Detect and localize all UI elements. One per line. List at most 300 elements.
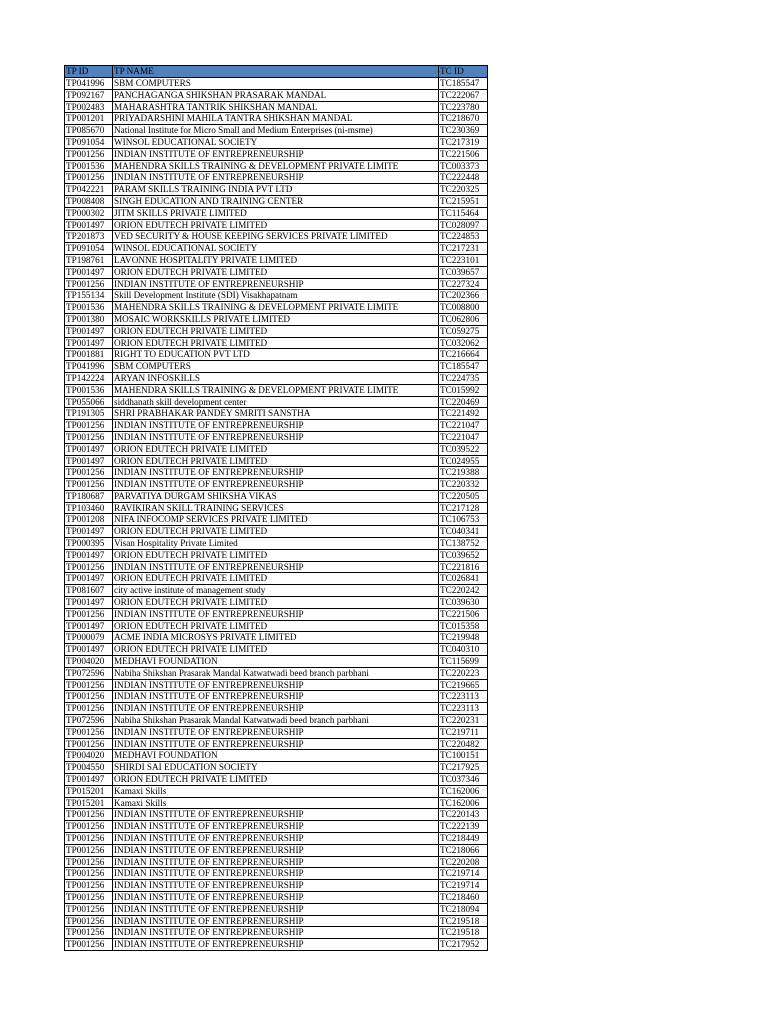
table-row [65, 715, 488, 727]
table-row [65, 561, 488, 573]
tp-id-cell[interactable]: TP055066 [65, 396, 113, 408]
table-row [65, 762, 488, 774]
tc-id-cell[interactable]: TC220469 [439, 396, 488, 408]
tp-name-cell[interactable]: INDIAN INSTITUTE OF ENTREPRENEURSHIP [113, 868, 439, 880]
tc-id-cell[interactable]: TC185547 [439, 361, 488, 373]
tp-name-cell[interactable]: JITM SKILLS PRIVATE LIMITED [113, 207, 439, 219]
tp-id-cell[interactable]: TP001256 [65, 691, 113, 703]
tp-id-cell[interactable]: TP072596 [65, 667, 113, 679]
tp-id-cell[interactable]: TP091054 [65, 243, 113, 255]
tp-id-cell[interactable]: TP001536 [65, 160, 113, 172]
tp-id-cell[interactable]: TP092167 [65, 89, 113, 101]
tp-name-cell[interactable]: INDIAN INSTITUTE OF ENTREPRENEURSHIP [113, 880, 439, 892]
tp-id-cell[interactable]: TP041996 [65, 361, 113, 373]
tp-name-cell[interactable]: city active institute of management study [113, 585, 439, 597]
tc-id-cell[interactable]: TC039652 [439, 549, 488, 561]
table-row [65, 821, 488, 833]
header-cell-tp-id[interactable]: TP ID [65, 66, 113, 78]
table-row [65, 856, 488, 868]
tp-name-cell[interactable]: INDIAN INSTITUTE OF ENTREPRENEURSHIP [113, 927, 439, 939]
tp-id-cell[interactable]: TP103460 [65, 502, 113, 514]
tp-name-cell[interactable]: ORION EDUTECH PRIVATE LIMITED [113, 443, 439, 455]
tp-name-cell[interactable]: INDIAN INSTITUTE OF ENTREPRENEURSHIP [113, 844, 439, 856]
tp-name-cell[interactable]: PARAM SKILLS TRAINING INDIA PVT LTD [113, 184, 439, 196]
tp-name-cell[interactable]: INDIAN INSTITUTE OF ENTREPRENEURSHIP [113, 833, 439, 845]
tp-id-cell[interactable]: TP041996 [65, 78, 113, 90]
tp-name-cell[interactable]: siddhanath skill development center [113, 396, 439, 408]
tc-id-cell[interactable]: TC039522 [439, 443, 488, 455]
tp-name-cell[interactable]: INDIAN INSTITUTE OF ENTREPRENEURSHIP [113, 821, 439, 833]
tp-id-cell[interactable]: TP001497 [65, 597, 113, 609]
table-row [65, 290, 488, 302]
tp-id-cell[interactable]: TP001536 [65, 302, 113, 314]
table-row [65, 325, 488, 337]
tc-id-cell[interactable]: TC219711 [439, 726, 488, 738]
tp-name-cell[interactable]: INDIAN INSTITUTE OF ENTREPRENEURSHIP [113, 479, 439, 491]
tc-id-cell[interactable]: TC040341 [439, 526, 488, 538]
tc-id-cell[interactable]: TC221506 [439, 148, 488, 160]
tc-id-cell[interactable]: TC217952 [439, 939, 488, 951]
table-row [65, 136, 488, 148]
tp-name-cell[interactable]: Skill Development Institute (SDI) Visakhapatnam [113, 290, 439, 302]
tp-name-cell[interactable]: SHIRDI SAI EDUCATION SOCIETY [113, 762, 439, 774]
tp-id-cell[interactable]: TP001256 [65, 420, 113, 432]
tp-id-cell[interactable]: TP001536 [65, 384, 113, 396]
tp-name-cell[interactable]: INDIAN INSTITUTE OF ENTREPRENEURSHIP [113, 915, 439, 927]
tc-id-cell[interactable]: TC024955 [439, 455, 488, 467]
table-row [65, 585, 488, 597]
tp-name-cell[interactable]: MAHARASHTRA TANTRIK SHIKSHAN MANDAL [113, 101, 439, 113]
tc-id-cell[interactable]: TC218670 [439, 113, 488, 125]
tc-id-cell[interactable]: TC008800 [439, 302, 488, 314]
tc-id-cell[interactable]: TC217128 [439, 502, 488, 514]
table-row [65, 656, 488, 668]
table-row [65, 148, 488, 160]
tc-id-cell[interactable]: TC217231 [439, 243, 488, 255]
tc-id-cell[interactable]: TC230369 [439, 125, 488, 137]
tp-id-cell[interactable]: TP004020 [65, 656, 113, 668]
tp-id-cell[interactable]: TP001256 [65, 927, 113, 939]
tp-name-cell[interactable]: Kamaxi Skills [113, 797, 439, 809]
table-row [65, 231, 488, 243]
tp-name-cell[interactable]: ORION EDUTECH PRIVATE LIMITED [113, 266, 439, 278]
tp-id-cell[interactable]: TP001256 [65, 679, 113, 691]
table-row [65, 455, 488, 467]
tc-id-cell[interactable]: TC100151 [439, 750, 488, 762]
table-row [65, 337, 488, 349]
table-row [65, 408, 488, 420]
tp-name-cell[interactable]: SBM COMPUTERS [113, 78, 439, 90]
tp-name-cell[interactable]: SBM COMPUTERS [113, 361, 439, 373]
tc-id-cell[interactable]: TC221047 [439, 420, 488, 432]
tp-name-cell[interactable]: INDIAN INSTITUTE OF ENTREPRENEURSHIP [113, 608, 439, 620]
tc-id-cell[interactable]: TC106753 [439, 514, 488, 526]
table-row [65, 172, 488, 184]
tc-id-cell[interactable]: TC227324 [439, 278, 488, 290]
table-row [65, 927, 488, 939]
tp-id-cell[interactable]: TP001256 [65, 278, 113, 290]
tp-id-cell[interactable]: TP001256 [65, 703, 113, 715]
table-row [65, 278, 488, 290]
table-row [65, 184, 488, 196]
table-row [65, 785, 488, 797]
table-row [65, 891, 488, 903]
table-row [65, 514, 488, 526]
tc-id-cell[interactable]: TC115699 [439, 656, 488, 668]
tp-name-cell[interactable]: MAHENDRA SKILLS TRAINING & DEVELOPMENT PRIVATE LIMITE [113, 302, 439, 314]
table-row [65, 479, 488, 491]
tc-id-cell[interactable]: TC015992 [439, 384, 488, 396]
tp-name-cell[interactable]: INDIAN INSTITUTE OF ENTREPRENEURSHIP [113, 703, 439, 715]
table-row [65, 868, 488, 880]
tp-id-cell[interactable]: TP001256 [65, 172, 113, 184]
tc-id-cell[interactable]: TC162006 [439, 785, 488, 797]
tp-id-cell[interactable]: TP001497 [65, 325, 113, 337]
table-row [65, 243, 488, 255]
tc-id-cell[interactable]: TC115464 [439, 207, 488, 219]
table-row [65, 207, 488, 219]
tp-id-cell[interactable]: TP201873 [65, 231, 113, 243]
tp-name-cell[interactable]: ORION EDUTECH PRIVATE LIMITED [113, 325, 439, 337]
tp-id-cell[interactable]: TP001497 [65, 455, 113, 467]
tp-id-cell[interactable]: TP001256 [65, 148, 113, 160]
tp-name-cell[interactable]: PARVATIYA DURGAM SHIKSHA VIKAS [113, 490, 439, 502]
tp-id-cell[interactable]: TP091054 [65, 136, 113, 148]
tc-id-cell[interactable]: TC217925 [439, 762, 488, 774]
table-row [65, 490, 488, 502]
spreadsheet-sheet [64, 65, 487, 951]
tc-id-cell[interactable]: TC222067 [439, 89, 488, 101]
tp-id-cell[interactable]: TP001380 [65, 313, 113, 325]
tp-id-cell[interactable]: TP042221 [65, 184, 113, 196]
tp-name-cell[interactable]: INDIAN INSTITUTE OF ENTREPRENEURSHIP [113, 148, 439, 160]
table-row [65, 160, 488, 172]
tp-name-cell[interactable]: SHRI PRABHAKAR PANDEY SMRITI SANSTHA [113, 408, 439, 420]
tc-id-cell[interactable]: TC185547 [439, 78, 488, 90]
table-row [65, 620, 488, 632]
tp-id-cell[interactable]: TP001256 [65, 939, 113, 951]
tc-id-cell[interactable]: TC028097 [439, 219, 488, 231]
tp-name-cell[interactable]: VED SECURITY & HOUSE KEEPING SERVICES PRIVATE LIMITED [113, 231, 439, 243]
tp-name-cell[interactable]: ORION EDUTECH PRIVATE LIMITED [113, 526, 439, 538]
tp-id-cell[interactable]: TP180687 [65, 490, 113, 502]
tc-id-cell[interactable]: TC218066 [439, 844, 488, 856]
tp-name-cell[interactable]: MOSAIC WORKSKILLS PRIVATE LIMITED [113, 313, 439, 325]
tc-id-cell[interactable]: TC015358 [439, 620, 488, 632]
tp-id-cell[interactable]: TP001201 [65, 113, 113, 125]
table-row [65, 679, 488, 691]
tp-id-cell[interactable]: TP000079 [65, 632, 113, 644]
tp-id-cell[interactable]: TP001497 [65, 644, 113, 656]
tp-name-cell[interactable]: Nabiha Shikshan Prasarak Mandal Katwatwadi beed branch parbhani [113, 715, 439, 727]
table-row [65, 903, 488, 915]
tp-id-cell[interactable]: TP001881 [65, 349, 113, 361]
tp-name-cell[interactable]: SINGH EDUCATION AND TRAINING CENTER [113, 195, 439, 207]
tp-name-cell[interactable]: ORION EDUTECH PRIVATE LIMITED [113, 455, 439, 467]
table-row [65, 396, 488, 408]
tp-name-cell[interactable]: ORION EDUTECH PRIVATE LIMITED [113, 549, 439, 561]
table-row [65, 372, 488, 384]
header-cell-tc-id[interactable]: TC ID [439, 66, 488, 78]
table-row [65, 809, 488, 821]
tp-id-cell[interactable]: TP004020 [65, 750, 113, 762]
tp-id-cell[interactable]: TP001256 [65, 856, 113, 868]
header-row [65, 66, 488, 78]
tc-id-cell[interactable]: TC202366 [439, 290, 488, 302]
tp-name-cell[interactable]: ORION EDUTECH PRIVATE LIMITED [113, 644, 439, 656]
table-row [65, 78, 488, 90]
tp-name-cell[interactable]: INDIAN INSTITUTE OF ENTREPRENEURSHIP [113, 561, 439, 573]
tc-id-cell[interactable]: TC221047 [439, 431, 488, 443]
tp-name-cell[interactable]: NIFA INFOCOMP SERVICES PRIVATE LIMITED [113, 514, 439, 526]
header-cell-tp-name[interactable]: TP NAME [113, 66, 439, 78]
table-row [65, 254, 488, 266]
tc-id-cell[interactable]: TC223113 [439, 691, 488, 703]
tp-name-cell[interactable]: INDIAN INSTITUTE OF ENTREPRENEURSHIP [113, 172, 439, 184]
tc-id-cell[interactable]: TC219948 [439, 632, 488, 644]
tp-tc-table [64, 65, 488, 951]
tp-id-cell[interactable]: TP001256 [65, 479, 113, 491]
tc-id-cell[interactable]: TC218094 [439, 903, 488, 915]
tp-name-cell[interactable]: National Institute for Micro Small and Medium Enterprises (ni-msme) [113, 125, 439, 137]
tc-id-cell[interactable]: TC059275 [439, 325, 488, 337]
tp-name-cell[interactable]: INDIAN INSTITUTE OF ENTREPRENEURSHIP [113, 726, 439, 738]
tp-id-cell[interactable]: TP142224 [65, 372, 113, 384]
tc-id-cell[interactable]: TC220223 [439, 667, 488, 679]
tp-name-cell[interactable]: INDIAN INSTITUTE OF ENTREPRENEURSHIP [113, 278, 439, 290]
tp-name-cell[interactable]: Visan Hospitality Private Limited [113, 538, 439, 550]
table-row [65, 738, 488, 750]
tp-name-cell[interactable]: RAVIKIRAN SKILL TRAINING SERVICES [113, 502, 439, 514]
tp-id-cell[interactable]: TP001256 [65, 844, 113, 856]
tp-name-cell[interactable]: ACME INDIA MICROSYS PRIVATE LIMITED [113, 632, 439, 644]
table-row [65, 361, 488, 373]
tc-id-cell[interactable]: TC216664 [439, 349, 488, 361]
tp-id-cell[interactable]: TP001497 [65, 774, 113, 786]
tp-name-cell[interactable]: LAVONNE HOSPITALITY PRIVATE LIMITED [113, 254, 439, 266]
tc-id-cell[interactable]: TC220231 [439, 715, 488, 727]
table-row [65, 597, 488, 609]
table-row [65, 844, 488, 856]
tp-name-cell[interactable]: WINSOL EDUCATIONAL SOCIETY [113, 243, 439, 255]
tp-id-cell[interactable]: TP001256 [65, 561, 113, 573]
tc-id-cell[interactable]: TC219714 [439, 880, 488, 892]
tp-id-cell[interactable]: TP000302 [65, 207, 113, 219]
table-row [65, 774, 488, 786]
table-row [65, 266, 488, 278]
tp-name-cell[interactable]: WINSOL EDUCATIONAL SOCIETY [113, 136, 439, 148]
tp-name-cell[interactable]: INDIAN INSTITUTE OF ENTREPRENEURSHIP [113, 738, 439, 750]
tc-id-cell[interactable]: TC039630 [439, 597, 488, 609]
tc-id-cell[interactable]: TC220325 [439, 184, 488, 196]
table-row [65, 101, 488, 113]
tp-name-cell[interactable]: INDIAN INSTITUTE OF ENTREPRENEURSHIP [113, 431, 439, 443]
tp-name-cell[interactable]: ORION EDUTECH PRIVATE LIMITED [113, 219, 439, 231]
table-row [65, 125, 488, 137]
tp-id-cell[interactable]: TP001497 [65, 219, 113, 231]
tp-name-cell[interactable]: INDIAN INSTITUTE OF ENTREPRENEURSHIP [113, 420, 439, 432]
table-row [65, 443, 488, 455]
table-row [65, 644, 488, 656]
tc-id-cell[interactable]: TC037346 [439, 774, 488, 786]
table-row [65, 549, 488, 561]
table-row [65, 431, 488, 443]
tc-id-cell[interactable]: TC219518 [439, 915, 488, 927]
tp-name-cell[interactable]: MAHENDRA SKILLS TRAINING & DEVELOPMENT PRIVATE LIMITE [113, 160, 439, 172]
tp-id-cell[interactable]: TP001497 [65, 620, 113, 632]
tc-id-cell[interactable]: TC138752 [439, 538, 488, 550]
tp-name-cell[interactable]: INDIAN INSTITUTE OF ENTREPRENEURSHIP [113, 856, 439, 868]
table-row [65, 313, 488, 325]
table-row [65, 302, 488, 314]
tp-name-cell[interactable]: MEDHAVI FOUNDATION [113, 750, 439, 762]
table-row [65, 195, 488, 207]
tp-name-cell[interactable]: PANCHAGANGA SHIKSHAN PRASARAK MANDAL [113, 89, 439, 101]
tc-id-cell[interactable]: TC218449 [439, 833, 488, 845]
tp-name-cell[interactable]: ORION EDUTECH PRIVATE LIMITED [113, 573, 439, 585]
tc-id-cell[interactable]: TC220208 [439, 856, 488, 868]
tc-id-cell[interactable]: TC032062 [439, 337, 488, 349]
tp-id-cell[interactable]: TP191305 [65, 408, 113, 420]
tp-name-cell[interactable]: ORION EDUTECH PRIVATE LIMITED [113, 337, 439, 349]
tc-id-cell[interactable]: TC220482 [439, 738, 488, 750]
tc-id-cell[interactable]: TC224853 [439, 231, 488, 243]
tc-id-cell[interactable]: TC217319 [439, 136, 488, 148]
tp-id-cell[interactable]: TP015201 [65, 797, 113, 809]
tc-id-cell[interactable]: TC223113 [439, 703, 488, 715]
tc-id-cell[interactable]: TC219388 [439, 467, 488, 479]
tp-name-cell[interactable]: INDIAN INSTITUTE OF ENTREPRENEURSHIP [113, 467, 439, 479]
tp-name-cell[interactable]: RIGHT TO EDUCATION PVT LTD [113, 349, 439, 361]
tp-id-cell[interactable]: TP001497 [65, 573, 113, 585]
tp-id-cell[interactable]: TP001256 [65, 915, 113, 927]
table-row [65, 113, 488, 125]
tp-id-cell[interactable]: TP004550 [65, 762, 113, 774]
tc-id-cell[interactable]: TC220143 [439, 809, 488, 821]
table-row [65, 538, 488, 550]
tp-name-cell[interactable]: ORION EDUTECH PRIVATE LIMITED [113, 620, 439, 632]
tc-id-cell[interactable]: TC062806 [439, 313, 488, 325]
table-row [65, 89, 488, 101]
tc-id-cell[interactable]: TC040310 [439, 644, 488, 656]
tp-id-cell[interactable]: TP001256 [65, 738, 113, 750]
tp-id-cell[interactable]: TP001256 [65, 726, 113, 738]
tc-id-cell[interactable]: TC219518 [439, 927, 488, 939]
table-row [65, 219, 488, 231]
tp-id-cell[interactable]: TP001256 [65, 809, 113, 821]
tp-name-cell[interactable]: ORION EDUTECH PRIVATE LIMITED [113, 597, 439, 609]
tc-id-cell[interactable]: TC039657 [439, 266, 488, 278]
tp-id-cell[interactable]: TP001497 [65, 337, 113, 349]
tp-id-cell[interactable]: TP001256 [65, 431, 113, 443]
tc-id-cell[interactable]: TC222139 [439, 821, 488, 833]
tp-id-cell[interactable]: TP155134 [65, 290, 113, 302]
table-row [65, 502, 488, 514]
tc-id-cell[interactable]: TC219714 [439, 868, 488, 880]
tp-id-cell[interactable]: TP002483 [65, 101, 113, 113]
tp-id-cell[interactable]: TP001256 [65, 467, 113, 479]
tc-id-cell[interactable]: TC221506 [439, 608, 488, 620]
tp-id-cell[interactable]: TP081607 [65, 585, 113, 597]
tc-id-cell[interactable]: TC003373 [439, 160, 488, 172]
tp-name-cell[interactable]: INDIAN INSTITUTE OF ENTREPRENEURSHIP [113, 939, 439, 951]
tp-id-cell[interactable]: TP008408 [65, 195, 113, 207]
tp-id-cell[interactable]: TP001497 [65, 549, 113, 561]
tp-id-cell[interactable]: TP001256 [65, 880, 113, 892]
tp-name-cell[interactable]: MEDHAVI FOUNDATION [113, 656, 439, 668]
table-row [65, 915, 488, 927]
table-row [65, 703, 488, 715]
tp-id-cell[interactable]: TP015201 [65, 785, 113, 797]
tc-id-cell[interactable]: TC162006 [439, 797, 488, 809]
tp-id-cell[interactable]: TP001497 [65, 443, 113, 455]
tp-id-cell[interactable]: TP001497 [65, 526, 113, 538]
tc-id-cell[interactable]: TC215951 [439, 195, 488, 207]
table-row [65, 632, 488, 644]
tp-id-cell[interactable]: TP000395 [65, 538, 113, 550]
tp-id-cell[interactable]: TP198761 [65, 254, 113, 266]
tp-id-cell[interactable]: TP001256 [65, 833, 113, 845]
table-row [65, 526, 488, 538]
table-row [65, 726, 488, 738]
tp-id-cell[interactable]: TP001208 [65, 514, 113, 526]
table-row [65, 349, 488, 361]
tc-id-cell[interactable]: TC220332 [439, 479, 488, 491]
table-row [65, 384, 488, 396]
tp-name-cell[interactable]: ARYAN INFOSKILLS [113, 372, 439, 384]
tp-id-cell[interactable]: TP001497 [65, 266, 113, 278]
table-row [65, 573, 488, 585]
table-body [65, 78, 488, 951]
tc-id-cell[interactable]: TC221492 [439, 408, 488, 420]
tc-id-cell[interactable]: TC026841 [439, 573, 488, 585]
tc-id-cell[interactable]: TC219665 [439, 679, 488, 691]
tp-id-cell[interactable]: TP001256 [65, 891, 113, 903]
table-row [65, 608, 488, 620]
tc-id-cell[interactable]: TC220505 [439, 490, 488, 502]
tp-name-cell[interactable]: INDIAN INSTITUTE OF ENTREPRENEURSHIP [113, 891, 439, 903]
table-row [65, 797, 488, 809]
tp-id-cell[interactable]: TP001256 [65, 868, 113, 880]
table-row [65, 667, 488, 679]
tc-id-cell[interactable]: TC224735 [439, 372, 488, 384]
tc-id-cell[interactable]: TC222448 [439, 172, 488, 184]
tp-id-cell[interactable]: TP001256 [65, 608, 113, 620]
table-row [65, 939, 488, 951]
tp-id-cell[interactable]: TP001256 [65, 903, 113, 915]
tp-name-cell[interactable]: INDIAN INSTITUTE OF ENTREPRENEURSHIP [113, 903, 439, 915]
tc-id-cell[interactable]: TC223780 [439, 101, 488, 113]
tp-name-cell[interactable]: MAHENDRA SKILLS TRAINING & DEVELOPMENT PRIVATE LIMITE [113, 384, 439, 396]
tc-id-cell[interactable]: TC220242 [439, 585, 488, 597]
table-row [65, 691, 488, 703]
tc-id-cell[interactable]: TC221816 [439, 561, 488, 573]
table-row [65, 420, 488, 432]
tc-id-cell[interactable]: TC223101 [439, 254, 488, 266]
tp-name-cell[interactable]: INDIAN INSTITUTE OF ENTREPRENEURSHIP [113, 679, 439, 691]
tc-id-cell[interactable]: TC218460 [439, 891, 488, 903]
tp-id-cell[interactable]: TP072596 [65, 715, 113, 727]
tp-name-cell[interactable]: PRIYADARSHINI MAHILA TANTRA SHIKSHAN MANDAL [113, 113, 439, 125]
tp-name-cell[interactable]: ORION EDUTECH PRIVATE LIMITED [113, 774, 439, 786]
tp-name-cell[interactable]: Kamaxi Skills [113, 785, 439, 797]
tp-name-cell[interactable]: INDIAN INSTITUTE OF ENTREPRENEURSHIP [113, 691, 439, 703]
tp-id-cell[interactable]: TP001256 [65, 821, 113, 833]
tp-name-cell[interactable]: Nabiha Shikshan Prasarak Mandal Katwatwadi beed branch parbhani [113, 667, 439, 679]
table-row [65, 880, 488, 892]
tp-id-cell[interactable]: TP085670 [65, 125, 113, 137]
tp-name-cell[interactable]: INDIAN INSTITUTE OF ENTREPRENEURSHIP [113, 809, 439, 821]
